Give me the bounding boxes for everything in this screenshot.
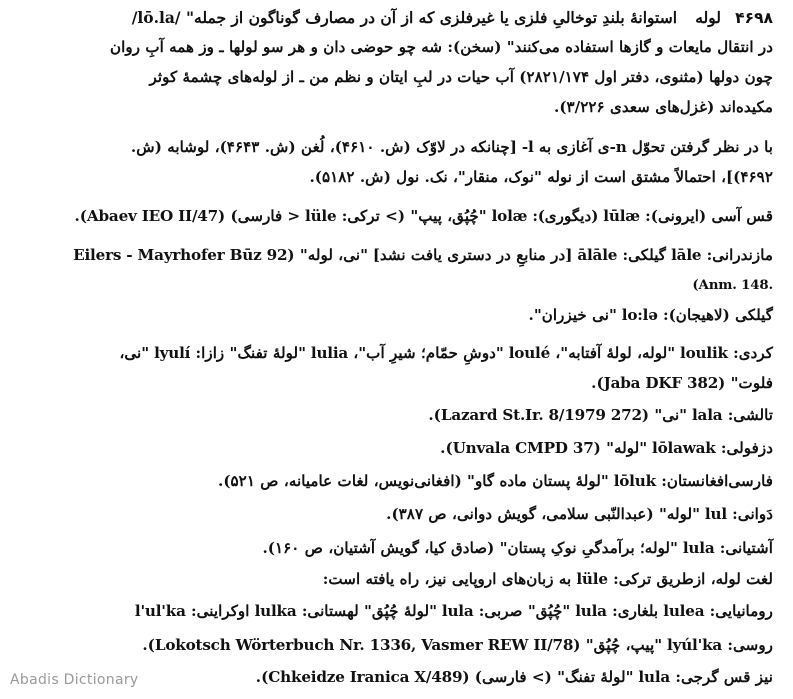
entry-line: قس آسی (ایرونی): lūlæ (دیگوری): lolæ "چُپُق، پیپ" (> ترکی: lüle < فارسی) (Abaev IEO II/47). bbox=[74, 207, 773, 225]
entry-line: مازندرانی: lāle گیلکی: ālāle [در منابعِ در دستری یافت نشد] "نی، لوله" (Eilers - Mayrhofer Būz 92 bbox=[73, 246, 773, 264]
entry-line: گیلکی (لاهیجان): lo:lə "نی خیزران". bbox=[528, 306, 773, 324]
entry-first-line: /lō.la/ "استوانهٔ بلندِ توخالیِ فلزی یا غیرفلزی که از آن در مصارف گوناگون از جمله bbox=[131, 8, 677, 27]
entry-line: چون دولها (مثنوی، دفتر اول ۲۸۲۱/۱۷۴) آب حیات در لبِ ایتان و نظم من ـ از لوله‌های چشمهٔ کوثر bbox=[149, 68, 773, 86]
entry-line: لغت لوله، ازطریق ترکی: lüle به زبان‌های اروپایی نیز، راه یافته است: bbox=[322, 570, 773, 588]
entry-line: نیز قس گرجی: lula "لولهٔ تفنگ" (> فارسی) (Chkeidze Iranica X/489). bbox=[255, 668, 773, 686]
entry-line: کردی: loulik "لوله، لولهٔ آفتابه"، loulé "دوشِ حمّام؛ شیرِ آب"، lulia "لولهٔ تفنگ" زازا: lyulí "نی، bbox=[119, 344, 773, 362]
headword: لوله bbox=[695, 8, 721, 27]
entry-line: ۴۶۹۲)]، احتمالاً مشتق است از نوله "نوک، منقار"، نک. نول (ش. ۵۱۸۲). bbox=[309, 168, 773, 186]
entry-line: فارسی‌افغانستان: lōluk "لولهٔ پستان ماده گاو" (افغانی‌نویس، لغات عامیانه، ص ۵۲۱). bbox=[218, 472, 773, 490]
entry-line: دزفولی: lōlawak "لوله" (Unvala CMPD 37). bbox=[440, 439, 773, 457]
entry-line: در انتقال مایعات و گازها استفاده می‌کنند" (سخن): شه چو حوضی دان و هر سو لولها ـ وز همه آبِ روان bbox=[110, 38, 773, 56]
entry-header bbox=[16, 6, 773, 30]
watermark: Abadis Dictionary bbox=[10, 672, 139, 688]
entry-line: فلوت" (Jaba DKF 382). bbox=[591, 374, 773, 392]
entry-line: با در نظر گرفتن تحوّل n-ی آغازی به l- [چنانکه در لاوّک (ش. ۴۶۱۰)، لُغن (ش. ۴۶۴۳)، لوشابه (ش. bbox=[130, 138, 773, 156]
entry-line: مکیده‌اند (غزل‌های سعدی ۳/۲۲۶). bbox=[554, 98, 773, 116]
entry-line: آشتیانی: lula "لوله؛ برآمدگیِ نوکِ پستان" (صادق کیا، گویش آشتیان، ص ۱۶۰). bbox=[262, 539, 773, 557]
entry-line: رومانیایی: lulea بلغاری: lula "چُپُق" صربی: lula "لولهٔ چُپُق" لهستانی: lulka اوکراینی: l'ul'ka bbox=[134, 602, 773, 620]
entry-line: روسی: lyúl'ka "پیپ، چُپُق" (Lokotsch Wörterbuch Nr. 1336, Vasmer REW II/78). bbox=[142, 636, 773, 654]
entry-line: دَوانی: lul "لوله" (عبدالنّبی سلامی، گویش دوانی، ص ۳۸۷). bbox=[386, 505, 773, 523]
entry-line: (Anm. 148. bbox=[692, 277, 773, 293]
page-number: ۴۶۹۸ bbox=[735, 9, 773, 27]
entry-line: تالشی: lala "نی" (Lazard St.Ir. 8/1979 272). bbox=[428, 406, 773, 424]
